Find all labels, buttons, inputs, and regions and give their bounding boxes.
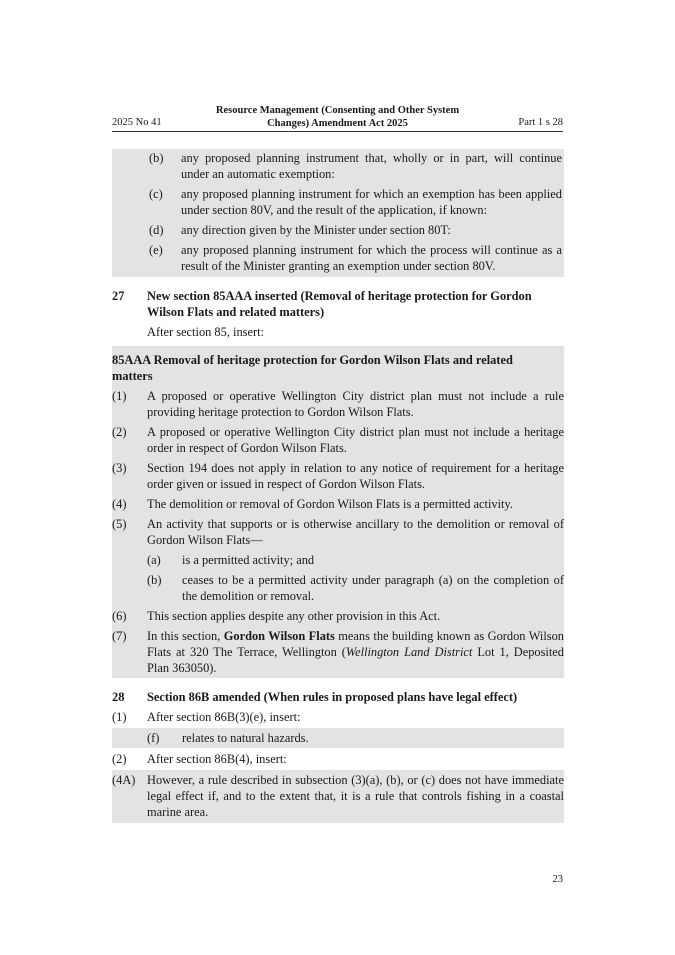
subsection-label: (1) bbox=[112, 389, 127, 403]
subsection-label: (6) bbox=[112, 609, 127, 623]
paragraph-b-ceases bbox=[112, 572, 564, 604]
document-body bbox=[112, 149, 564, 823]
paragraph-label: (f) bbox=[147, 731, 160, 745]
section-27-intro: After section 85, insert: bbox=[147, 325, 264, 339]
subsection-label: (4) bbox=[112, 497, 127, 511]
subsection-label: (1) bbox=[112, 710, 127, 724]
definition-pre: In this section, bbox=[147, 629, 224, 643]
paragraph-text: ceases to be a permitted activity under paragraph (a) on the completion of the demolition or removal. bbox=[182, 573, 564, 603]
subsection-text: The demolition or removal of Gordon Wilson Flats is a permitted activity. bbox=[147, 497, 513, 511]
definition-post: Lot 1, Deposited Plan 363050). bbox=[147, 645, 564, 675]
inserted-subsection-4A bbox=[112, 770, 564, 823]
paragraph-label: (b) bbox=[147, 573, 162, 587]
subsection-3 bbox=[112, 460, 564, 492]
definition-mid: means the building known as Gordon Wilson Flats at 320 The Terrace, Wellington ( bbox=[147, 629, 564, 659]
section-number: 28 bbox=[112, 690, 125, 704]
section-28-subsection-2 bbox=[112, 751, 564, 767]
section-28-subsection-1 bbox=[112, 709, 564, 725]
act-title bbox=[190, 104, 485, 130]
paragraph-text: relates to natural hazards. bbox=[182, 731, 309, 745]
continued-paragraphs bbox=[112, 149, 564, 277]
land-district: Wellington Land District bbox=[345, 645, 473, 659]
paragraph-c bbox=[112, 186, 564, 218]
paragraph-label: (b) bbox=[149, 151, 164, 165]
paragraph-e bbox=[112, 242, 564, 274]
subsection-6 bbox=[112, 608, 564, 624]
subsection-label: (7) bbox=[112, 629, 127, 643]
subsection-text: A proposed or operative Wellington City district plan must not include a heritage order in respect of Gordon Wilson Flats. bbox=[147, 425, 564, 455]
act-number: 2025 No 41 bbox=[112, 117, 162, 128]
subsection-5 bbox=[112, 516, 564, 548]
subsection-text: After section 86B(3)(e), insert: bbox=[147, 710, 301, 724]
paragraph-a bbox=[112, 552, 564, 568]
paragraph-b bbox=[112, 150, 564, 182]
subsection-label: (5) bbox=[112, 517, 127, 531]
section-title: Section 86B amended (When rules in proposed plans have legal effect) bbox=[147, 690, 518, 704]
subsection-label: (2) bbox=[112, 752, 127, 766]
inserted-paragraph-f bbox=[112, 728, 564, 748]
section-27-heading bbox=[112, 288, 564, 320]
subsection-2 bbox=[112, 424, 564, 456]
subsection-label: (4A) bbox=[112, 773, 136, 787]
page-number: 23 bbox=[552, 874, 563, 885]
defined-term: Gordon Wilson Flats bbox=[223, 629, 335, 643]
subsection-text: A proposed or operative Wellington City district plan must not include a rule providing heritage protection to Gordon Wilson Flats. bbox=[147, 389, 564, 419]
paragraph-text: any proposed planning instrument for which the process will continue as a result of the Minister granting an exemption under section 80V. bbox=[181, 243, 562, 273]
subsection-7 bbox=[112, 628, 564, 676]
section-title: New section 85AAA inserted (Removal of heritage protection for Gordon Wilson Flats and related matters) bbox=[147, 289, 532, 319]
paragraph-text: any proposed planning instrument for which an exemption has been applied under section 80V, and the result of the application, if known: bbox=[181, 187, 562, 217]
subsection-1 bbox=[112, 388, 564, 420]
header-rule bbox=[112, 131, 563, 132]
subsection-text: After section 86B(4), insert: bbox=[147, 752, 287, 766]
section-85AAA-heading: 85AAA Removal of heritage protection for Gordon Wilson Flats and related matters bbox=[112, 353, 513, 383]
subsection-label: (2) bbox=[112, 425, 127, 439]
subsection-label: (3) bbox=[112, 461, 127, 475]
act-title-line2: Changes) Amendment Act 2025 bbox=[267, 118, 408, 129]
subsection-text: This section applies despite any other provision in this Act. bbox=[147, 609, 441, 623]
paragraph-text: any proposed planning instrument that, wholly or in part, will continue under an automatic exemption: bbox=[181, 151, 562, 181]
subsection-text: Section 194 does not apply in relation to any notice of requirement for a heritage order given or issued in respect of Gordon Wilson Flats. bbox=[147, 461, 564, 491]
subsection-text: However, a rule described in subsection (3)(a), (b), or (c) does not have immediate legal effect if, and to the extent that, it is a rule that controls fishing in a coastal marine area. bbox=[147, 773, 564, 819]
paragraph-label: (a) bbox=[147, 553, 161, 567]
section-28-heading bbox=[112, 689, 564, 705]
paragraph-label: (c) bbox=[149, 187, 163, 201]
paragraph-text: any direction given by the Minister under section 80T: bbox=[181, 223, 451, 237]
subsection-4 bbox=[112, 496, 564, 512]
section-number: 27 bbox=[112, 289, 125, 303]
act-title-line1: Resource Management (Consenting and Other System bbox=[215, 105, 460, 116]
subsection-text: An activity that supports or is otherwise ancillary to the demolition or removal of Gordon Wilson Flats— bbox=[147, 517, 564, 547]
paragraph-label: (d) bbox=[149, 223, 164, 237]
paragraph-d bbox=[112, 222, 564, 238]
subsection-text bbox=[147, 628, 564, 676]
paragraph-text: is a permitted activity; and bbox=[182, 553, 315, 567]
inserted-section-85AAA bbox=[112, 346, 564, 678]
paragraph-label: (e) bbox=[149, 243, 163, 257]
part-section-ref: Part 1 s 28 bbox=[518, 117, 563, 128]
